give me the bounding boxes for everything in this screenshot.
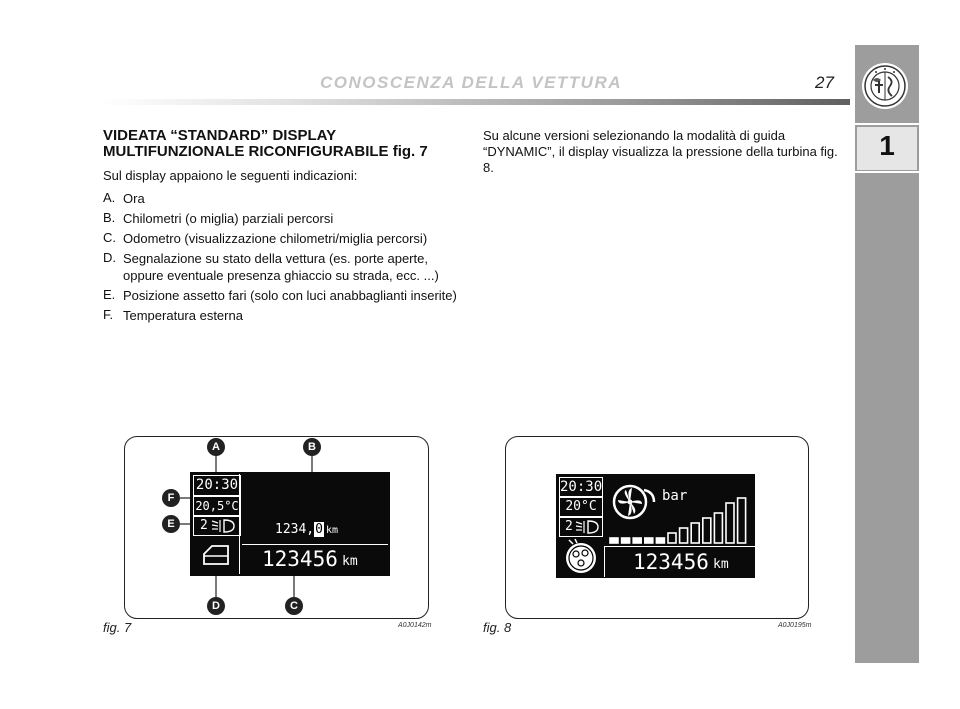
pressure-bar — [622, 538, 630, 543]
list-item — [103, 188, 463, 208]
section-title-line-2: MULTIFUNZIONALE RICONFIGURABILE fig. 7 — [103, 143, 428, 160]
indications-list — [103, 188, 463, 325]
fig7-trip-unit: km — [325, 525, 339, 536]
list-item-text: Chilometri (o miglia) parziali percorsi — [123, 211, 334, 226]
pressure-bar — [703, 518, 711, 543]
list-item-text: Odometro (visualizzazione chilometri/miglia percorsi) — [123, 231, 428, 246]
intro-text: Sul display appaiono le seguenti indicazioni: — [103, 168, 358, 183]
section-title-line-1: VIDEATA “STANDARD” DISPLAY — [103, 127, 337, 144]
list-item — [103, 285, 463, 305]
fig7-lcd-display — [190, 472, 390, 576]
pressure-bar — [680, 528, 688, 543]
chapter-tab-bottom-line — [855, 171, 919, 173]
fig8-temp: 20°C — [559, 497, 603, 517]
fig7-trip-row — [275, 518, 387, 540]
turbo-pressure-bargraph — [608, 494, 754, 544]
fig7-caption: fig. 7 — [103, 620, 132, 635]
callout-F: F — [162, 489, 180, 507]
section-title — [103, 128, 463, 160]
fig8-odometer-row — [604, 546, 755, 577]
fig7-odometer-value: 123456 — [262, 547, 338, 571]
chapter-tab-top-line — [855, 123, 919, 125]
running-header-title: CONOSCENZA DELLA VETTURA — [320, 73, 623, 92]
list-item-text: Ora — [123, 191, 145, 206]
pressure-bar — [714, 513, 722, 543]
list-item — [103, 208, 463, 228]
list-item-letter: F. — [103, 307, 114, 322]
callout-D: D — [207, 597, 225, 615]
fig8-odometer-value: 123456 — [633, 550, 709, 574]
fig8-caption: fig. 8 — [483, 620, 512, 635]
chapter-number: 1 — [879, 130, 895, 161]
fig8-headlight-row — [559, 517, 603, 537]
dna-selector-icon — [561, 538, 601, 576]
fig7-trip-digit: 0 — [315, 522, 323, 537]
list-item-letter: D. — [103, 250, 116, 265]
alfa-romeo-logo-icon — [862, 63, 908, 109]
fig7-odometer-row — [242, 544, 388, 573]
fig7-trip-value: 1234, — [275, 522, 315, 537]
callout-A: A — [207, 438, 225, 456]
pressure-bar — [738, 498, 746, 543]
door-open-icon — [200, 542, 232, 568]
dynamic-mode-paragraph: Su alcune versioni selezionando la modalità di guida “DYNAMIC”, il display visualizza la pressione della turbina fig. 8. — [483, 128, 838, 175]
fig7-time: 20:30 — [193, 475, 241, 496]
list-item — [103, 305, 463, 325]
fig8-time: 20:30 — [560, 479, 603, 495]
fig8-lcd-display — [556, 474, 755, 578]
page-number: 27 — [815, 73, 834, 92]
pressure-bar — [691, 523, 699, 543]
fig7-temp: 20,5°C — [193, 496, 241, 516]
fig7-headlight-row — [193, 516, 241, 536]
fig7-odometer-unit: km — [342, 554, 358, 569]
callout-C: C — [285, 597, 303, 615]
pressure-bar — [610, 538, 618, 543]
list-item-text: Temperatura esterna — [123, 308, 243, 323]
list-item-text: Posizione assetto fari (solo con luci anabbaglianti inserite) — [123, 288, 457, 303]
fig8-code: A0J0195m — [778, 622, 812, 629]
pressure-bar — [656, 538, 664, 543]
callout-E: E — [162, 515, 180, 533]
pressure-bar — [633, 538, 641, 543]
header-rule — [100, 99, 850, 105]
list-item — [103, 228, 463, 248]
list-item — [103, 248, 463, 285]
list-item-letter: A. — [103, 190, 116, 205]
pressure-bar — [726, 503, 734, 543]
headlight-beam-icon — [210, 518, 238, 534]
list-item-letter: B. — [103, 210, 116, 225]
fig7-code: A0J0142m — [398, 622, 432, 629]
callout-B: B — [303, 438, 321, 456]
pressure-bar — [668, 533, 676, 543]
fig7-headlight-level: 2 — [200, 518, 208, 533]
fig8-pressure-unit: bar — [662, 488, 688, 504]
headlight-beam-icon — [574, 519, 602, 535]
fig8-odometer-unit: km — [713, 557, 729, 572]
fig8-headlight-level: 2 — [565, 519, 573, 534]
list-item-letter: C. — [103, 230, 116, 245]
list-item-text: Segnalazione su stato della vettura (es. porte aperte, oppure eventuale presenza ghiaccio su strada, ecc. ...) — [123, 251, 439, 283]
pressure-bar — [645, 538, 653, 543]
list-item-letter: E. — [103, 287, 116, 302]
